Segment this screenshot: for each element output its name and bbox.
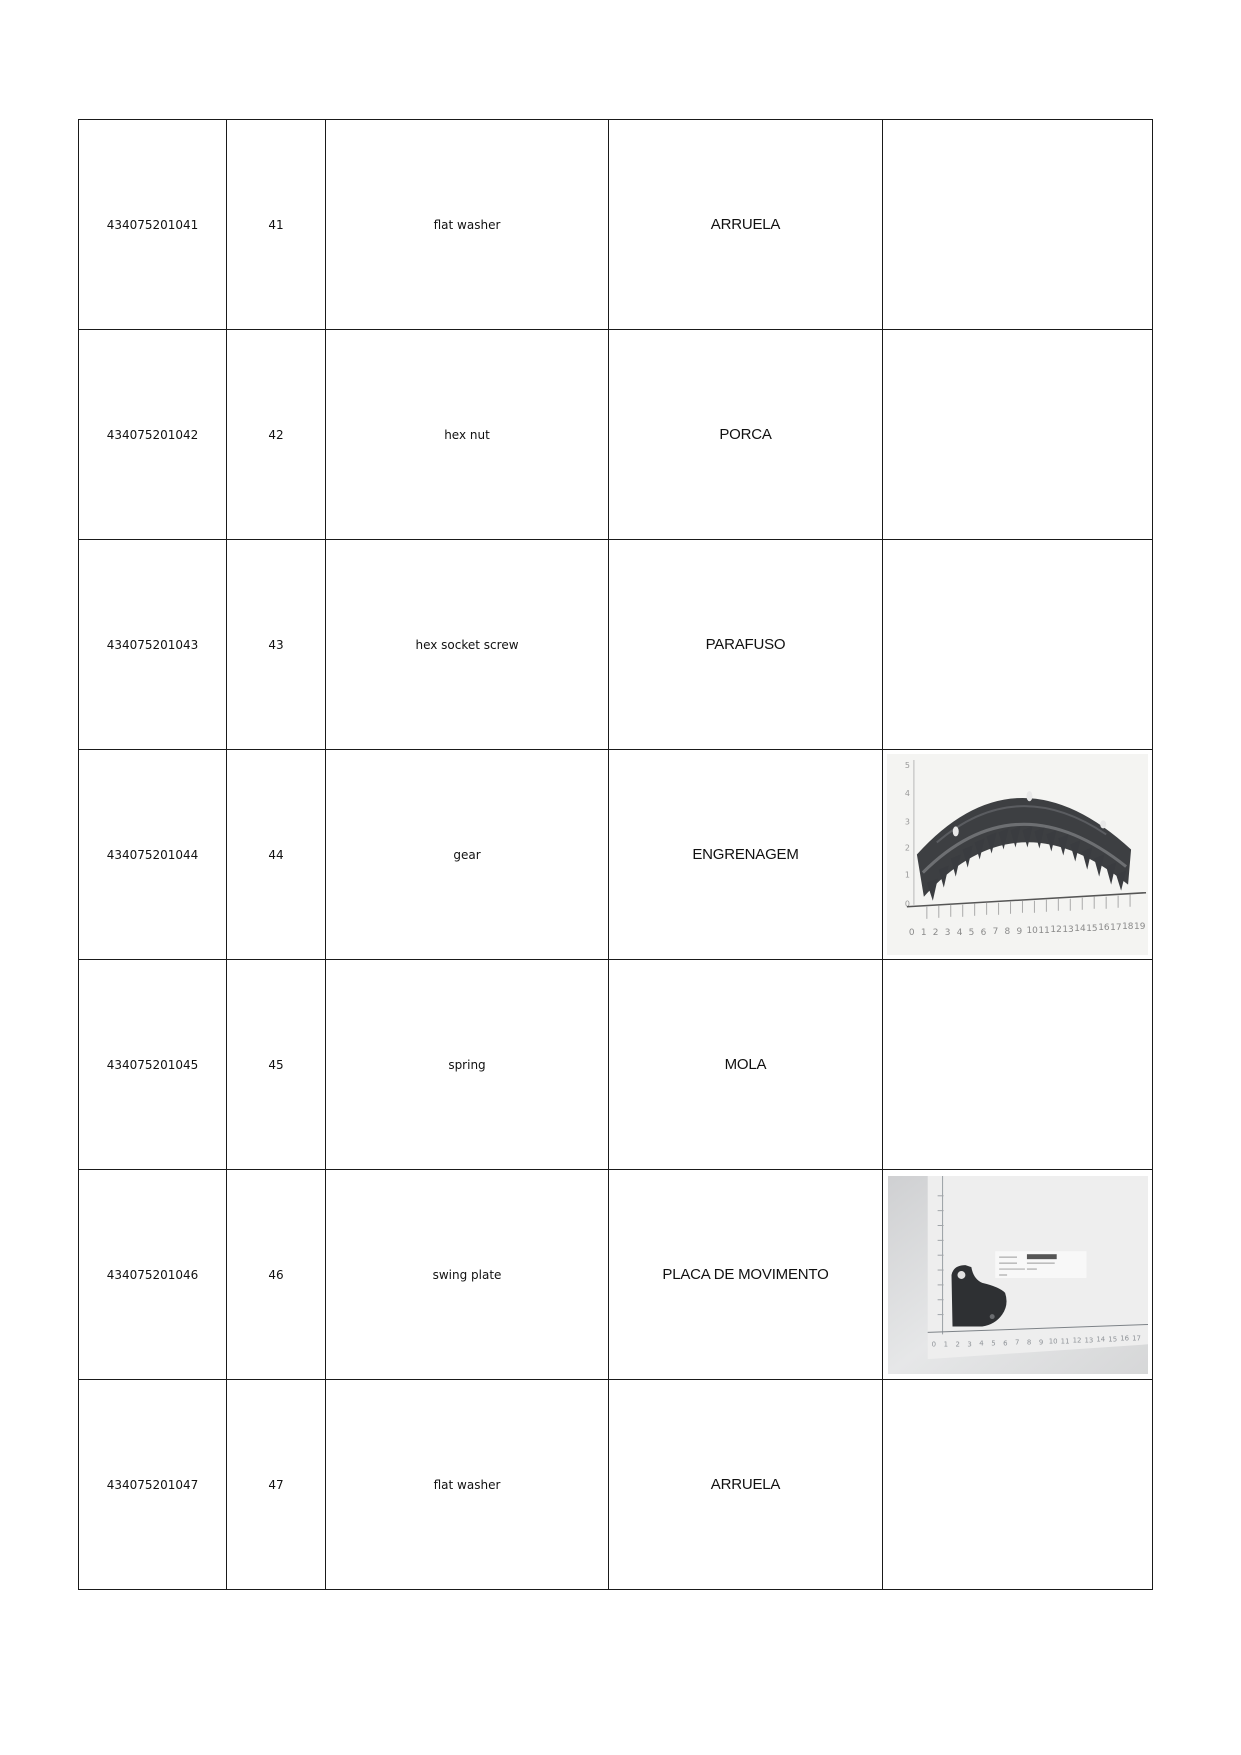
table-row [79, 540, 1153, 750]
image-cell [883, 750, 1153, 960]
svg-text:16: 16 [1120, 1334, 1130, 1343]
svg-text:3: 3 [944, 927, 951, 938]
svg-text:19: 19 [1134, 921, 1146, 932]
svg-text:9: 9 [1016, 926, 1023, 937]
svg-text:12: 12 [1050, 924, 1062, 935]
svg-text:2: 2 [932, 927, 939, 938]
svg-text:17: 17 [1110, 922, 1122, 933]
svg-text:10: 10 [1048, 1337, 1058, 1346]
svg-text:7: 7 [992, 926, 999, 937]
description-pt: PLACA DE MOVIMENTO [609, 1170, 883, 1380]
svg-text:0: 0 [904, 899, 911, 909]
reference-number: 41 [227, 120, 326, 330]
svg-text:9: 9 [1038, 1338, 1044, 1347]
svg-text:11: 11 [1060, 1337, 1070, 1346]
reference-number: 42 [227, 330, 326, 540]
svg-text:4: 4 [904, 789, 911, 799]
reference-number: 47 [227, 1380, 326, 1590]
svg-text:15: 15 [1086, 923, 1098, 934]
description-en: flat washer [326, 120, 609, 330]
reference-number: 45 [227, 960, 326, 1170]
table-row [79, 1170, 1153, 1380]
svg-text:1: 1 [904, 870, 911, 880]
part-code: 434075201043 [79, 540, 227, 750]
image-cell [883, 960, 1153, 1170]
description-pt: PARAFUSO [609, 540, 883, 750]
description-pt: ARRUELA [609, 1380, 883, 1590]
part-code: 434075201042 [79, 330, 227, 540]
description-en: gear [326, 750, 609, 960]
description-pt: ENGRENAGEM [609, 750, 883, 960]
table-row [79, 1380, 1153, 1590]
description-pt: PORCA [609, 330, 883, 540]
svg-text:1: 1 [943, 1340, 948, 1349]
swing-plate-photo [888, 1176, 1148, 1374]
svg-text:2: 2 [955, 1340, 960, 1349]
description-en: swing plate [326, 1170, 609, 1380]
svg-text:16: 16 [1098, 922, 1110, 933]
image-cell [883, 330, 1153, 540]
part-code: 434075201047 [79, 1380, 227, 1590]
svg-text:4: 4 [979, 1339, 984, 1348]
svg-text:0: 0 [908, 927, 915, 938]
svg-text:13: 13 [1062, 924, 1074, 935]
svg-text:14: 14 [1074, 923, 1086, 934]
svg-text:7: 7 [1015, 1338, 1020, 1347]
svg-text:13: 13 [1084, 1336, 1094, 1345]
description-en: hex nut [326, 330, 609, 540]
reference-number: 44 [227, 750, 326, 960]
image-cell [883, 1170, 1153, 1380]
part-code: 434075201041 [79, 120, 227, 330]
svg-text:14: 14 [1096, 1335, 1106, 1344]
part-code: 434075201044 [79, 750, 227, 960]
svg-text:8: 8 [1004, 926, 1011, 937]
svg-text:5: 5 [904, 761, 911, 771]
part-code: 434075201046 [79, 1170, 227, 1380]
svg-text:2: 2 [904, 843, 911, 853]
svg-text:3: 3 [967, 1340, 972, 1349]
svg-text:6: 6 [980, 927, 987, 938]
svg-text:0: 0 [931, 1340, 937, 1349]
description-pt: MOLA [609, 960, 883, 1170]
image-cell [883, 540, 1153, 750]
svg-text:11: 11 [1038, 925, 1050, 936]
svg-text:5: 5 [991, 1339, 996, 1348]
svg-text:1: 1 [920, 927, 927, 938]
svg-text:10: 10 [1026, 925, 1038, 936]
svg-text:5: 5 [968, 927, 975, 938]
svg-text:8: 8 [1026, 1338, 1032, 1347]
description-en: spring [326, 960, 609, 1170]
table-row [79, 960, 1153, 1170]
table-row [79, 120, 1153, 330]
parts-table [78, 119, 1153, 1590]
reference-number: 43 [227, 540, 326, 750]
table-row [79, 750, 1153, 960]
svg-text:12: 12 [1072, 1336, 1082, 1345]
description-en: hex socket screw [326, 540, 609, 750]
table-row [79, 330, 1153, 540]
svg-text:18: 18 [1122, 921, 1134, 932]
description-pt: ARRUELA [609, 120, 883, 330]
reference-number: 46 [227, 1170, 326, 1380]
gear-segment-photo [887, 754, 1148, 955]
part-code: 434075201045 [79, 960, 227, 1170]
svg-text:17: 17 [1132, 1334, 1141, 1343]
svg-text:15: 15 [1108, 1335, 1118, 1344]
description-en: flat washer [326, 1380, 609, 1590]
svg-text:3: 3 [904, 817, 911, 827]
svg-text:4: 4 [956, 927, 963, 938]
image-cell [883, 1380, 1153, 1590]
svg-text:6: 6 [1003, 1339, 1008, 1348]
image-cell [883, 120, 1153, 330]
